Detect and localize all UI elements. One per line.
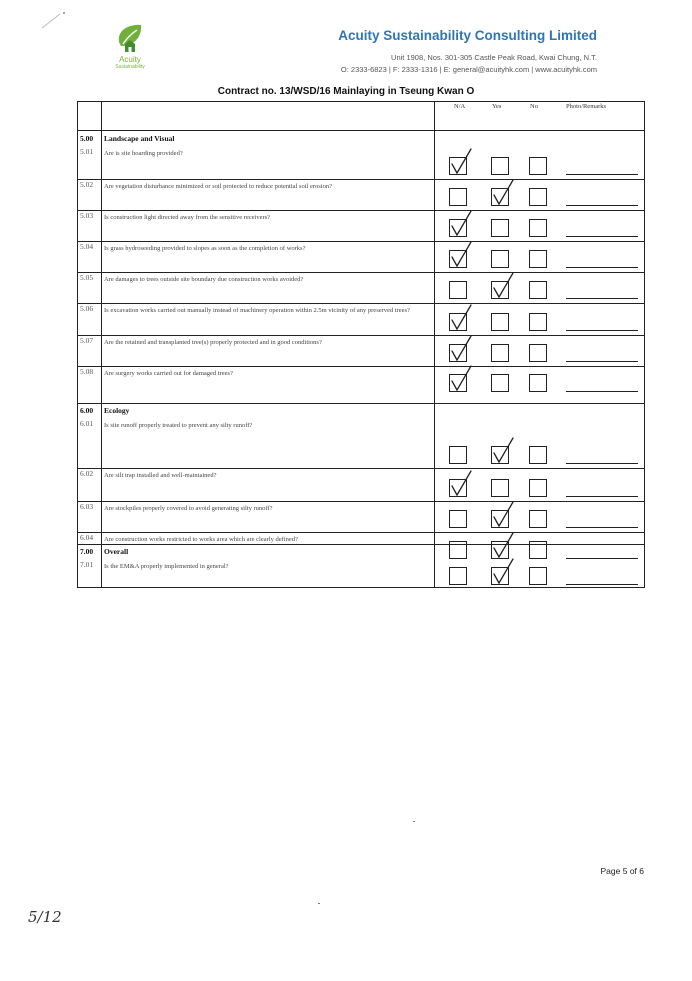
question-text: Are is site hoarding provided? <box>104 150 183 157</box>
check-mark-icon <box>490 500 518 530</box>
checkbox-no[interactable] <box>529 446 547 464</box>
handwritten-page-number: 5/12 <box>28 908 62 926</box>
checkbox-yes[interactable] <box>491 157 509 175</box>
item-number: 7.01 <box>80 560 94 569</box>
section-divider <box>78 544 644 545</box>
check-mark-icon <box>490 178 518 208</box>
question-text: Is construction light directed away from the sensitive receivers? <box>104 214 271 221</box>
checkbox-no[interactable] <box>529 313 547 331</box>
section-title: Ecology <box>104 406 130 415</box>
remarks-line[interactable] <box>566 496 638 497</box>
check-mark-icon <box>448 364 476 394</box>
checkbox-no[interactable] <box>529 250 547 268</box>
section-title: Landscape and Visual <box>104 134 175 143</box>
item-number: 6.01 <box>80 419 94 428</box>
remarks-line[interactable] <box>566 174 638 175</box>
item-number: 5.03 <box>80 211 94 220</box>
checklist-table <box>77 101 645 588</box>
remarks-line[interactable] <box>566 558 638 559</box>
checkbox-yes[interactable] <box>491 374 509 392</box>
question-text: Are vegetation disturbance minimized or soil protected to reduce potential soil erosion? <box>104 183 332 190</box>
check-mark-icon <box>448 469 476 499</box>
checkbox-no[interactable] <box>529 157 547 175</box>
col-divider-num <box>101 102 102 587</box>
section-number: 6.00 <box>80 406 94 415</box>
question-text: Are surgery works carried out for damaged trees? <box>104 370 233 377</box>
address-line-1: Unit 1908, Nos. 301-305 Castle Peak Road, Kwai Chung, N.T. <box>391 53 597 62</box>
remarks-line[interactable] <box>566 584 638 585</box>
remarks-line[interactable] <box>566 527 638 528</box>
logo-subtitle: Sustainability <box>115 64 145 70</box>
question-text: Are construction works restricted to works area which are clearly defined? <box>104 536 298 543</box>
checkbox-no[interactable] <box>529 567 547 585</box>
remarks-line[interactable] <box>566 361 638 362</box>
question-text: Is excavation works carried out manually instead of machinery operation within 2.5m vicinity of any preserved trees? <box>104 307 410 314</box>
item-number: 6.03 <box>80 502 94 511</box>
question-text: Are stockpiles properly covered to avoid generating silty runoff? <box>104 505 273 512</box>
checkbox-na[interactable] <box>449 510 467 528</box>
check-mark-icon <box>448 240 476 270</box>
checkbox-na[interactable] <box>449 446 467 464</box>
scan-smudge <box>40 10 70 30</box>
col-head-remarks: Photo/Remarks <box>566 103 607 110</box>
item-number: 5.01 <box>80 147 94 156</box>
check-mark-icon <box>448 209 476 239</box>
checkbox-na[interactable] <box>449 567 467 585</box>
company-address <box>341 52 597 76</box>
check-mark-icon <box>490 436 518 466</box>
section-number: 5.00 <box>80 134 94 143</box>
checkbox-yes[interactable] <box>491 313 509 331</box>
check-mark-icon <box>448 147 476 177</box>
remarks-line[interactable] <box>566 298 638 299</box>
check-mark-icon <box>448 334 476 364</box>
question-text: Is grass hydroseeding provided to slopes as soon as the completion of works? <box>104 245 306 252</box>
check-mark-icon <box>490 271 518 301</box>
question-text: Is site runoff properly treated to prevent any silty runoff? <box>104 422 253 429</box>
check-mark-icon <box>490 557 518 587</box>
remarks-line[interactable] <box>566 205 638 206</box>
company-name: Acuity Sustainability Consulting Limited <box>338 28 597 43</box>
scan-dot <box>318 903 320 904</box>
checkbox-no[interactable] <box>529 281 547 299</box>
question-text: Are silt trap installed and well-maintained? <box>104 472 217 479</box>
remarks-line[interactable] <box>566 236 638 237</box>
question-text: Are the retained and transplanted tree(s) properly protected and in good conditions? <box>104 339 322 346</box>
header-divider <box>78 130 644 131</box>
question-text: Are damages to trees outside site boundary due construction works avoided? <box>104 276 304 283</box>
item-number: 5.07 <box>80 336 94 345</box>
section-divider <box>78 403 644 404</box>
item-number: 5.05 <box>80 273 94 282</box>
item-number: 5.04 <box>80 242 94 251</box>
col-head-yes: Yes <box>492 103 502 110</box>
item-number: 5.06 <box>80 304 94 313</box>
col-head-na: N/A <box>454 103 466 110</box>
section-title: Overall <box>104 547 129 556</box>
logo-name: Acuity <box>119 55 141 64</box>
col-divider-question <box>434 102 435 587</box>
checkbox-no[interactable] <box>529 188 547 206</box>
checkbox-yes[interactable] <box>491 479 509 497</box>
scan-dot <box>413 821 415 822</box>
remarks-line[interactable] <box>566 391 638 392</box>
col-head-no: No <box>530 103 538 110</box>
checkbox-no[interactable] <box>529 479 547 497</box>
remarks-line[interactable] <box>566 463 638 464</box>
checkbox-yes[interactable] <box>491 250 509 268</box>
checkbox-no[interactable] <box>529 219 547 237</box>
company-logo <box>100 22 160 80</box>
checkbox-yes[interactable] <box>491 344 509 362</box>
address-line-2: O: 2333-6823 | F: 2333-1316 | E: general@acuityhk.com | www.acuityhk.com <box>340 65 597 74</box>
question-text: Is the EM&A properly implemented in general? <box>104 563 229 570</box>
leaf-house-icon <box>113 22 147 54</box>
check-mark-icon <box>448 303 476 333</box>
item-number: 5.08 <box>80 367 94 376</box>
remarks-line[interactable] <box>566 330 638 331</box>
remarks-line[interactable] <box>566 267 638 268</box>
checkbox-yes[interactable] <box>491 219 509 237</box>
checkbox-na[interactable] <box>449 281 467 299</box>
item-number: 5.02 <box>80 180 94 189</box>
checkbox-no[interactable] <box>529 510 547 528</box>
page-number: Page 5 of 6 <box>600 866 644 876</box>
checkbox-na[interactable] <box>449 188 467 206</box>
item-number: 6.02 <box>80 469 94 478</box>
contract-title: Contract no. 13/WSD/16 Mainlaying in Tseung Kwan O <box>217 86 475 97</box>
checkbox-no[interactable] <box>529 374 547 392</box>
section-number: 7.00 <box>80 547 94 556</box>
checkbox-no[interactable] <box>529 344 547 362</box>
item-number: 6.04 <box>80 533 94 542</box>
